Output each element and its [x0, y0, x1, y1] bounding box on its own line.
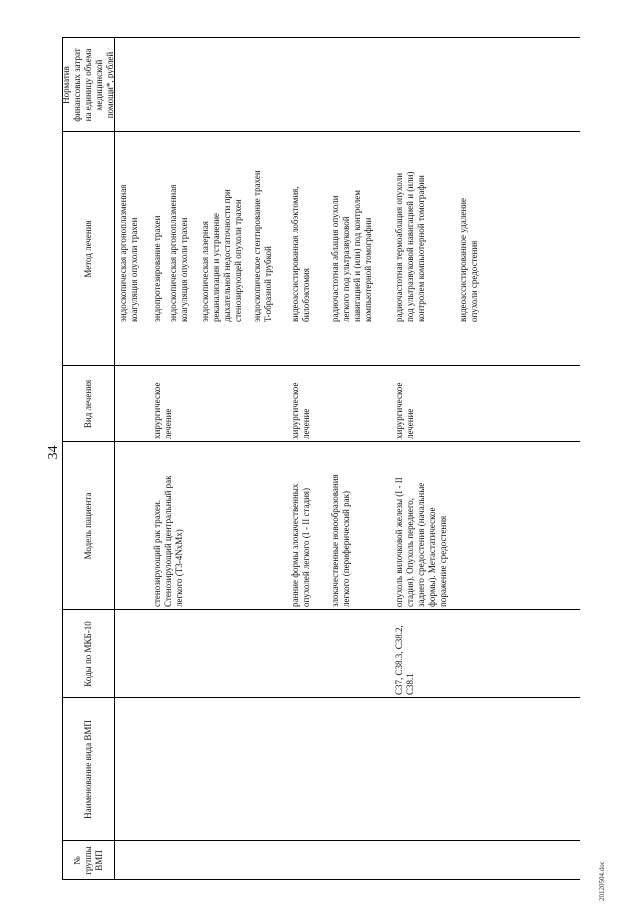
patient-model-cell: стенозирующий рак трахеи. Стенозирующий центральный рак легкого (T3-4NxMx): [152, 475, 184, 607]
treatment-type-cell: хирургическое лечение: [394, 382, 415, 439]
col-divider: [62, 441, 580, 442]
col-divider: [62, 879, 580, 880]
header-treatment-type: Вид лечения: [82, 379, 93, 429]
icd-codes-cell: C37, C38.3, C38.2, C38.1: [394, 625, 415, 695]
header-treatment-method: Метод лечения: [82, 220, 93, 278]
treatment-type-cell: хирургическое лечение: [290, 382, 311, 439]
page-number: 34: [46, 445, 61, 460]
col-divider: [62, 365, 580, 366]
col-divider: [62, 697, 580, 698]
col-divider: [62, 131, 580, 132]
header-icd-codes: Коды по МКБ-10: [82, 621, 93, 687]
header-vmp-name: Наименование вида ВМП: [82, 720, 93, 819]
method-cell: видеоассистированная лобэктомия, билобэктомия: [290, 186, 311, 322]
col-divider: [62, 609, 580, 610]
patient-model-cell: злокачественные новообразования легкого (периферический рак): [330, 474, 351, 607]
patient-model-cell: ранние формы злокачественных опухолей легкого (I - II стадия): [290, 483, 311, 607]
method-cell: эндоскопическая аргоноплазменная коагуляция опухоли трахеи: [168, 184, 189, 322]
patient-model-cell: опухоль вилочковой железы (I - II стадия). Опухоль переднего, заднего средостения (начальные формы). Метастатическое поражение средостения: [394, 477, 448, 607]
method-cell: радиочастотная термоаблация опухоли под ультразвуковой навигацией и (или) контролем компьютерной томографии: [394, 171, 426, 322]
header-patient-model: Модель пациента: [82, 492, 93, 560]
method-cell: радиочастотная аблация опухоли легкого под ультразвуковой навигацией и (или) под контролем компьютерной томографии: [330, 190, 373, 322]
method-cell: видеоассистированное удаление опухоли средостения: [458, 198, 479, 322]
header-cost-norm: Норматив финансовых затрат на единицу объема медицинской помощи*, рублей: [60, 48, 115, 122]
document-filename: 20120504.doc: [598, 861, 606, 901]
method-cell: эндоскопическое стентирование трахеи T-образной трубкой: [252, 170, 273, 322]
method-cell: эндопротезирование трахеи: [152, 215, 162, 322]
header-group-no: № группы ВМП: [71, 846, 104, 875]
treatment-type-cell: хирургическое лечение: [152, 382, 173, 439]
header-bottom-rule: [114, 38, 115, 880]
method-cell: эндоскопическая аргоноплазменная коагуляция опухоли трахеи: [118, 184, 139, 322]
method-cell: эндоскопическая лазерная реканализация и устранение дыхательной недостаточности при стенозирующей опухоли трахеи: [200, 189, 243, 322]
col-divider: [62, 37, 580, 38]
scan-mark: ʼ: [108, 48, 114, 50]
col-divider: [62, 840, 580, 841]
